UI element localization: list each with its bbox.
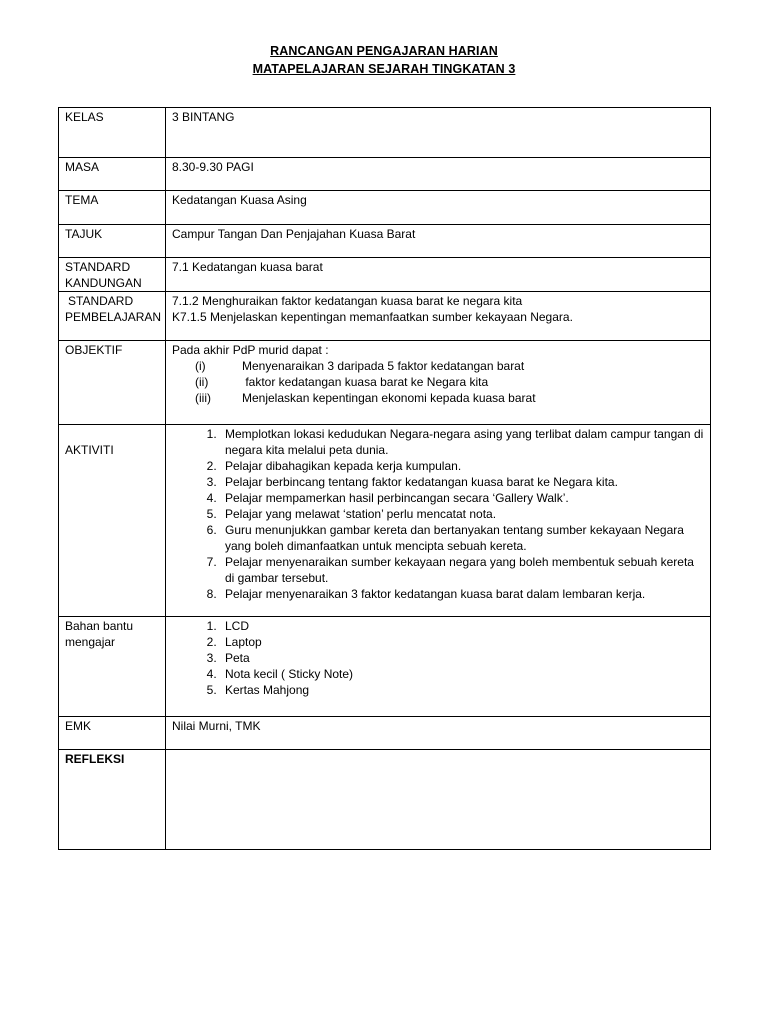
label-aktiviti-text: AKTIVITI <box>65 442 114 457</box>
bahan-bantu-item: 4. Nota kecil ( Sticky Note) <box>220 666 704 682</box>
label-objektif <box>59 340 166 424</box>
label-tema-text: TEMA <box>65 193 99 208</box>
label-bahan-bantu <box>59 617 166 716</box>
value-bahan-bantu <box>166 617 711 716</box>
aktiviti-item: 5. Pelajar yang melawat ‘station’ perlu mencatat nota. <box>220 506 704 522</box>
label-standard-pembelajaran-line1: STANDARD <box>68 294 134 309</box>
row-standard-kandungan <box>59 258 711 292</box>
row-tema <box>59 191 711 225</box>
bahan-bantu-item: 1. LCD <box>220 618 704 634</box>
objektif-marker: (iii) <box>195 390 211 405</box>
value-standard-kandungan <box>166 258 711 292</box>
standard-pembelajaran-item: K7.1.5 Menjelaskan kepentingan memanfaatkan sumber kekayaan Negara. <box>172 310 573 325</box>
objektif-text: faktor kedatangan kuasa barat ke Negara kita <box>242 374 489 389</box>
label-aktiviti <box>59 424 166 617</box>
row-objektif <box>59 340 711 424</box>
value-masa-text: 8.30-9.30 PAGI <box>172 160 254 175</box>
row-emk <box>59 716 711 749</box>
aktiviti-item: 6. Guru menunjukkan gambar kereta dan bertanyakan tentang sumber kekayaan Negara yang boleh dimanfaatkan untuk mencipta sebuah kereta. <box>220 522 704 554</box>
value-masa <box>166 158 711 191</box>
label-tajuk-text: TAJUK <box>65 227 103 242</box>
objektif-marker: (i) <box>195 358 206 373</box>
label-emk-text: EMK <box>65 718 92 733</box>
label-standard-pembelajaran <box>59 292 166 340</box>
objektif-intro: Pada akhir PdP murid dapat : <box>172 342 329 357</box>
standard-pembelajaran-item: 7.1.2 Menghuraikan faktor kedatangan kuasa barat ke negara kita <box>172 294 523 309</box>
label-refleksi-text: REFLEKSI <box>65 751 125 766</box>
row-refleksi <box>59 749 711 849</box>
label-refleksi <box>59 749 166 849</box>
value-emk <box>166 716 711 749</box>
value-standard-pembelajaran <box>166 292 711 340</box>
aktiviti-item: 8. Pelajar menyenaraikan 3 faktor kedatangan kuasa barat dalam lembaran kerja. <box>220 586 704 602</box>
label-standard-kandungan-line2: KANDUNGAN <box>65 276 142 291</box>
aktiviti-item: 1. Memplotkan lokasi kedudukan Negara-negara asing yang terlibat dalam campur tangan di negara kita melalui peta dunia. <box>220 426 704 458</box>
document-title: RANCANGAN PENGAJARAN HARIAN <box>270 44 498 58</box>
value-emk-text: Nilai Murni, TMK <box>172 718 261 733</box>
objektif-item <box>172 374 704 390</box>
objektif-text: Menjelaskan kepentingan ekonomi kepada kuasa barat <box>242 390 536 405</box>
row-tajuk <box>59 225 711 258</box>
document-subtitle: MATAPELAJARAN SEJARAH TINGKATAN 3 <box>252 62 516 76</box>
aktiviti-item: 2. Pelajar dibahagikan kepada kerja kumpulan. <box>220 458 704 474</box>
label-bahan-bantu-line1: Bahan bantu <box>65 619 134 634</box>
value-tajuk-text: Campur Tangan Dan Penjajahan Kuasa Barat <box>172 227 416 242</box>
label-kelas-text: KELAS <box>65 110 104 124</box>
lesson-plan-table <box>58 107 711 850</box>
objektif-text: Menyenaraikan 3 daripada 5 faktor kedatangan barat <box>242 358 525 373</box>
aktiviti-item: 4. Pelajar mempamerkan hasil perbincangan secara ‘Gallery Walk’. <box>220 490 704 506</box>
row-masa <box>59 158 711 191</box>
objektif-item <box>172 390 704 406</box>
value-kelas <box>166 108 711 158</box>
value-standard-kandungan-text: 7.1 Kedatangan kuasa barat <box>172 260 323 275</box>
label-standard-pembelajaran-line2: PEMBELAJARAN <box>65 310 162 325</box>
label-masa-text: MASA <box>65 160 100 175</box>
label-standard-kandungan <box>59 258 166 292</box>
objektif-list <box>172 358 704 406</box>
label-standard-kandungan-line1: STANDARD <box>65 260 131 275</box>
value-objektif <box>166 340 711 424</box>
bahan-bantu-item: 2. Laptop <box>220 634 704 650</box>
label-masa <box>59 158 166 191</box>
row-bahan-bantu <box>59 617 711 716</box>
value-kelas-text: 3 BINTANG <box>172 110 235 124</box>
aktiviti-item: 7. Pelajar menyenaraikan sumber kekayaan negara yang boleh membentuk sebuah kereta di gambar tersebut. <box>220 554 704 586</box>
aktiviti-list <box>172 426 704 602</box>
row-kelas <box>59 108 711 158</box>
label-tema <box>59 191 166 225</box>
value-tema <box>166 191 711 225</box>
label-bahan-bantu-line2: mengajar <box>65 635 116 650</box>
bahan-bantu-item: 3. Peta <box>220 650 704 666</box>
value-tema-text: Kedatangan Kuasa Asing <box>172 193 307 208</box>
bahan-bantu-list <box>172 618 704 698</box>
row-standard-pembelajaran <box>59 292 711 340</box>
label-kelas <box>59 108 166 158</box>
value-aktiviti <box>166 424 711 617</box>
row-aktiviti <box>59 424 711 617</box>
label-objektif-text: OBJEKTIF <box>65 342 123 357</box>
objektif-marker: (ii) <box>195 374 209 389</box>
objektif-item <box>172 358 704 374</box>
bahan-bantu-item: 5. Kertas Mahjong <box>220 682 704 698</box>
value-refleksi <box>166 749 711 849</box>
aktiviti-item: 3. Pelajar berbincang tentang faktor kedatangan kuasa barat ke Negara kita. <box>220 474 704 490</box>
label-emk <box>59 716 166 749</box>
label-tajuk <box>59 225 166 258</box>
value-tajuk <box>166 225 711 258</box>
